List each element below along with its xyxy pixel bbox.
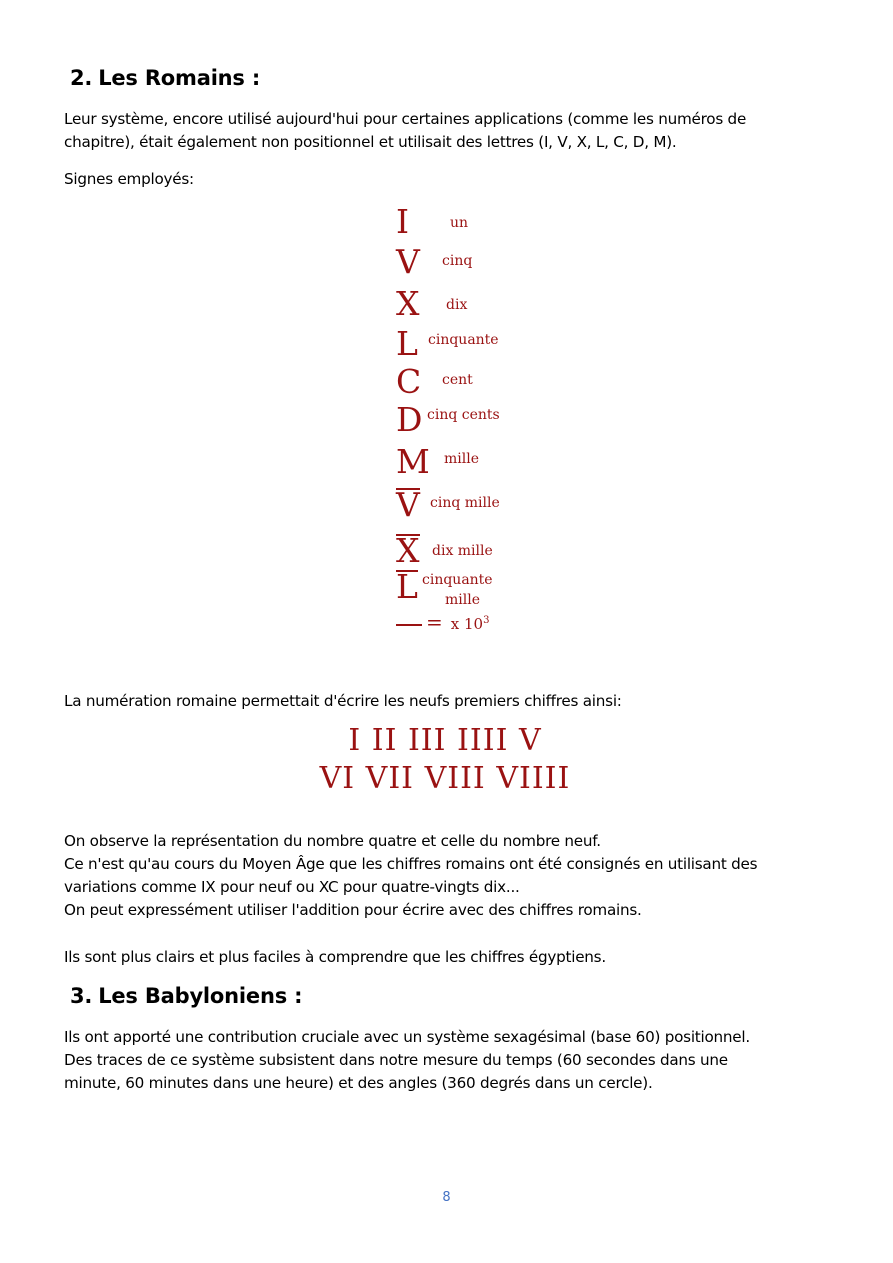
conclusion-paragraph: Ils sont plus clairs et plus faciles à comprendre que les chiffres égyptiens. (64, 948, 606, 966)
numerals-row: I II III IIII V (348, 723, 542, 758)
roman-glyph: V (396, 242, 420, 281)
observation-paragraph (64, 830, 834, 922)
babylonian-paragraph (64, 1026, 834, 1095)
sign-row (392, 402, 532, 442)
section-heading-romains (70, 66, 260, 90)
text-line: Des traces de ce système subsistent dans notre mesure du temps (60 secondes dans une (64, 1051, 728, 1069)
sign-word: mille (445, 592, 480, 608)
roman-glyph: X (396, 284, 420, 323)
signs-label: Signes employés: (64, 170, 194, 188)
roman-glyph: M (396, 442, 430, 481)
numerals-row: VI VII VIII VIIII (319, 761, 571, 796)
multiplier-legend (396, 610, 489, 634)
sign-word: cinq (442, 253, 473, 269)
sign-word: cinq cents (427, 407, 500, 423)
text-line: Ce n'est qu'au cours du Moyen Âge que les chiffres romains ont été consignés en utilisant des (64, 855, 758, 873)
sign-word: cinq mille (430, 495, 500, 511)
roman-glyph: I (396, 202, 410, 241)
text-line: On peut expressément utiliser l'addition pour écrire avec des chiffres romains. (64, 901, 642, 919)
roman-glyph: D (396, 400, 423, 439)
sign-row (392, 364, 532, 404)
roman-numerals-figure (300, 722, 590, 798)
multiplier-text: x 10 (450, 615, 484, 633)
sign-row (392, 485, 532, 528)
text-line: Ils ont apporté une contribution cruciale avec un système sexagésimal (base 60) positionnel. (64, 1028, 750, 1046)
sign-word: mille (444, 451, 479, 467)
page-number: 8 (442, 1190, 451, 1205)
heading-number: 3. (70, 984, 93, 1008)
multiplier-exponent: 3 (483, 615, 490, 626)
roman-glyph: C (396, 362, 422, 401)
text-line: Leur système, encore utilisé aujourd'hui pour certaines applications (comme les numéros de (64, 110, 747, 128)
text-line: chapitre), était également non positionnel et utilisait des lettres (I, V, X, L, C, D, M). (64, 133, 677, 151)
sign-word: cinquante (428, 332, 499, 348)
roman-glyph-overlined: V (396, 485, 420, 524)
text-line: minute, 60 minutes dans une heure) et des angles (360 degrés dans un cercle). (64, 1074, 653, 1092)
heading-title: Les Babyloniens : (98, 984, 303, 1008)
section-heading-babyloniens (70, 984, 302, 1008)
sign-word: dix mille (432, 543, 493, 559)
sign-row (392, 204, 532, 244)
sign-row (392, 286, 532, 326)
roman-glyph: L (396, 324, 418, 363)
roman-signs-figure (392, 204, 532, 644)
sign-word: cent (442, 372, 473, 388)
sign-word: dix (446, 297, 468, 313)
equals-sign: = (426, 610, 443, 634)
intro-paragraph (64, 108, 834, 154)
sign-word: cinquante (422, 572, 493, 588)
sign-row (392, 244, 532, 284)
sign-row (392, 326, 532, 366)
text-line: On observe la représentation du nombre quatre et celle du nombre neuf. (64, 832, 601, 850)
sign-row (392, 444, 532, 484)
sign-word: un (450, 215, 469, 231)
roman-glyph-overlined: X (396, 531, 420, 570)
numerals-intro: La numération romaine permettait d'écrire les neufs premiers chiffres ainsi: (64, 692, 622, 710)
heading-number: 2. (70, 66, 93, 90)
heading-title: Les Romains : (98, 66, 261, 90)
roman-glyph-overlined: L (396, 567, 418, 606)
overline-sample (396, 624, 422, 626)
text-line: variations comme IX pour neuf ou XC pour quatre-vingts dix... (64, 878, 520, 896)
